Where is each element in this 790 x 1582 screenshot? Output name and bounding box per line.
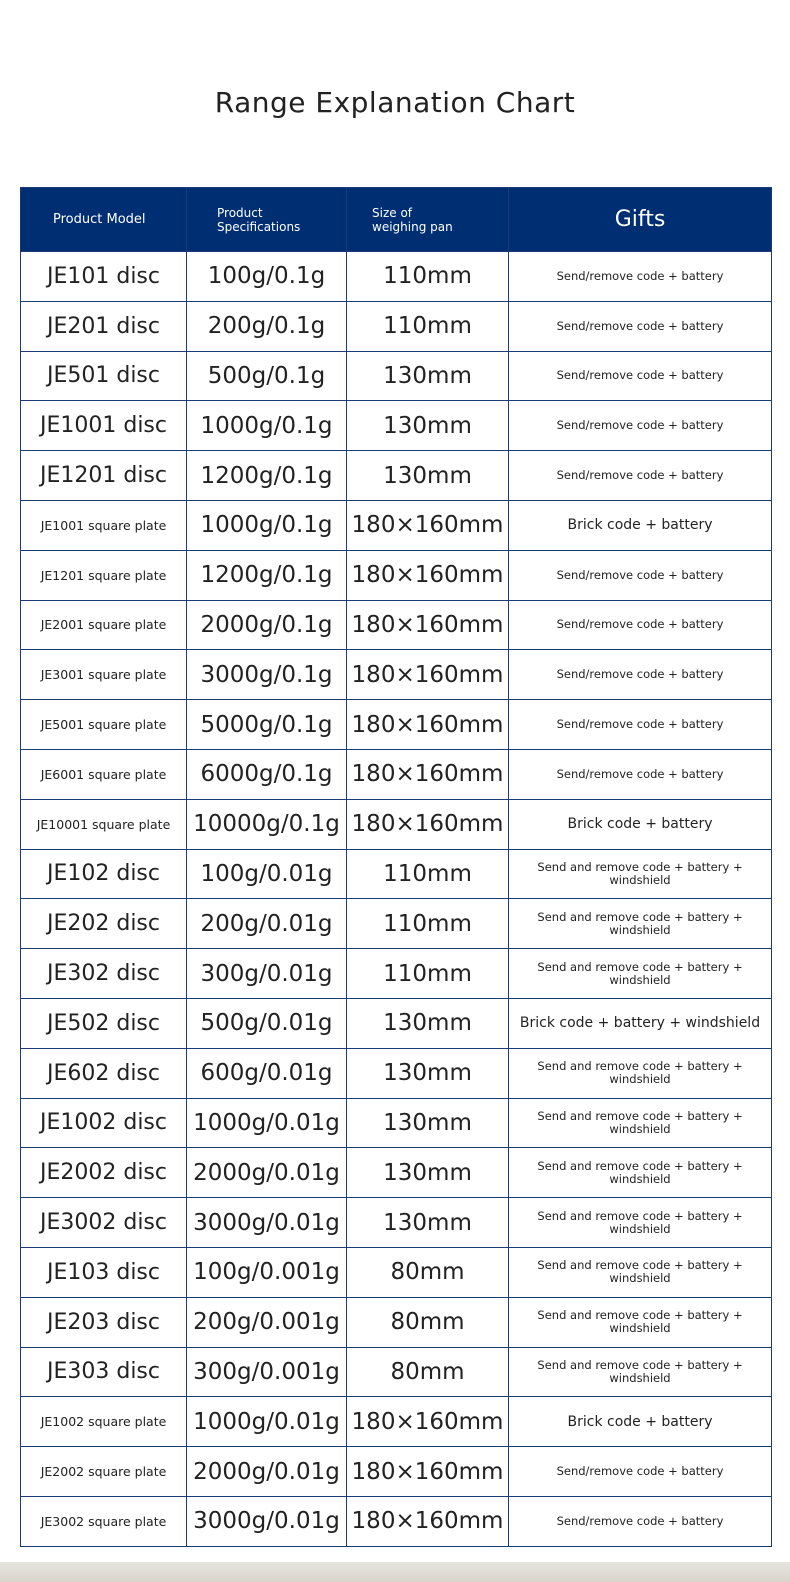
pan-size-cell: 180×160mm: [347, 550, 509, 600]
page-title: Range Explanation Chart: [214, 86, 576, 119]
pan-size-cell: 180×160mm: [347, 749, 509, 799]
gifts-cell: Send/remove code + battery: [509, 749, 772, 799]
header-size-line2: weighing pan: [372, 219, 453, 234]
gifts-cell: Send/remove code + battery: [509, 1496, 772, 1546]
product-model-cell: JE10001 square plate: [21, 799, 187, 849]
gifts-cell: Send and remove code + battery + windshield: [509, 1347, 772, 1397]
specification-cell: 1000g/0.01g: [187, 1098, 347, 1148]
product-model-cell: JE103 disc: [21, 1247, 187, 1297]
gifts-cell: Send/remove code + battery: [509, 700, 772, 750]
gifts-cell: Send/remove code + battery: [509, 351, 772, 401]
specification-cell: 3000g/0.01g: [187, 1496, 347, 1546]
gifts-cell: Send and remove code + battery + windshield: [509, 1198, 772, 1248]
specification-cell: 200g/0.01g: [187, 899, 347, 949]
header-size-line1: Size of: [372, 205, 413, 220]
pan-size-cell: 130mm: [347, 451, 509, 501]
product-model-cell: JE202 disc: [21, 899, 187, 949]
gifts-cell: Send and remove code + battery + windshield: [509, 899, 772, 949]
product-model-cell: JE3001 square plate: [21, 650, 187, 700]
pan-size-cell: 110mm: [347, 252, 509, 302]
pan-size-cell: 180×160mm: [347, 1496, 509, 1546]
table-row: [21, 1447, 772, 1497]
gifts-cell: Send and remove code + battery + windshield: [509, 1148, 772, 1198]
pan-size-cell: 80mm: [347, 1347, 509, 1397]
table-row: [21, 401, 772, 451]
specification-cell: 200g/0.1g: [187, 301, 347, 351]
gifts-cell: Send/remove code + battery: [509, 650, 772, 700]
header-spec-line2: Specifications: [217, 219, 301, 234]
specification-cell: 500g/0.1g: [187, 351, 347, 401]
specification-cell: 5000g/0.1g: [187, 700, 347, 750]
gifts-cell: Send/remove code + battery: [509, 451, 772, 501]
table-row: [21, 650, 772, 700]
specification-cell: 10000g/0.1g: [187, 799, 347, 849]
product-model-cell: JE102 disc: [21, 849, 187, 899]
header-spec-line1: Product: [217, 205, 263, 220]
header-gifts: Gifts: [509, 188, 772, 252]
product-model-cell: JE5001 square plate: [21, 700, 187, 750]
table-row: [21, 1297, 772, 1347]
pan-size-cell: 180×160mm: [347, 650, 509, 700]
table-row: [21, 749, 772, 799]
table-header-row: [21, 188, 772, 252]
table-row: [21, 949, 772, 999]
specification-cell: 100g/0.01g: [187, 849, 347, 899]
specification-cell: 6000g/0.1g: [187, 749, 347, 799]
table-body: [21, 252, 772, 1547]
table-row: [21, 500, 772, 550]
product-model-cell: JE1001 disc: [21, 401, 187, 451]
product-model-cell: JE302 disc: [21, 949, 187, 999]
gifts-cell: Send/remove code + battery: [509, 1447, 772, 1497]
pan-size-cell: 110mm: [347, 301, 509, 351]
specification-cell: 1200g/0.1g: [187, 451, 347, 501]
table-row: [21, 451, 772, 501]
table-row: [21, 1148, 772, 1198]
specification-cell: 100g/0.001g: [187, 1247, 347, 1297]
table-row: [21, 550, 772, 600]
table-row: [21, 351, 772, 401]
pan-size-cell: 180×160mm: [347, 1447, 509, 1497]
product-model-cell: JE2002 disc: [21, 1148, 187, 1198]
specification-cell: 500g/0.01g: [187, 998, 347, 1048]
gifts-cell: Send/remove code + battery: [509, 252, 772, 302]
header-pan-size: [347, 188, 509, 252]
specification-cell: 300g/0.01g: [187, 949, 347, 999]
gifts-cell: Send and remove code + battery + windshield: [509, 1048, 772, 1098]
gifts-cell: Send/remove code + battery: [509, 401, 772, 451]
pan-size-cell: 130mm: [347, 351, 509, 401]
range-table: [20, 187, 772, 1547]
product-model-cell: JE502 disc: [21, 998, 187, 1048]
product-model-cell: JE3002 square plate: [21, 1496, 187, 1546]
gifts-cell: Brick code + battery: [509, 500, 772, 550]
specification-cell: 2000g/0.1g: [187, 600, 347, 650]
table-row: [21, 700, 772, 750]
pan-size-cell: 110mm: [347, 949, 509, 999]
specification-cell: 200g/0.001g: [187, 1297, 347, 1347]
pan-size-cell: 110mm: [347, 849, 509, 899]
gifts-cell: Send and remove code + battery + windshield: [509, 949, 772, 999]
product-model-cell: JE3002 disc: [21, 1198, 187, 1248]
product-model-cell: JE1201 square plate: [21, 550, 187, 600]
table-row: [21, 849, 772, 899]
product-model-cell: JE2002 square plate: [21, 1447, 187, 1497]
pan-size-cell: 180×160mm: [347, 700, 509, 750]
gifts-cell: Send/remove code + battery: [509, 550, 772, 600]
specification-cell: 1000g/0.01g: [187, 1397, 347, 1447]
specification-cell: 3000g/0.1g: [187, 650, 347, 700]
table-row: [21, 1247, 772, 1297]
bottom-image-strip: [0, 1562, 790, 1582]
pan-size-cell: 180×160mm: [347, 1397, 509, 1447]
table-row: [21, 1048, 772, 1098]
gifts-cell: Brick code + battery: [509, 799, 772, 849]
gifts-cell: Send/remove code + battery: [509, 301, 772, 351]
specification-cell: 2000g/0.01g: [187, 1447, 347, 1497]
product-model-cell: JE1002 disc: [21, 1098, 187, 1148]
pan-size-cell: 80mm: [347, 1297, 509, 1347]
gifts-cell: Brick code + battery + windshield: [509, 998, 772, 1048]
specification-cell: 1000g/0.1g: [187, 401, 347, 451]
gifts-cell: Send and remove code + battery + windshield: [509, 849, 772, 899]
table-row: [21, 998, 772, 1048]
specification-cell: 3000g/0.01g: [187, 1198, 347, 1248]
specification-cell: 1000g/0.1g: [187, 500, 347, 550]
pan-size-cell: 180×160mm: [347, 600, 509, 650]
gifts-cell: Brick code + battery: [509, 1397, 772, 1447]
header-product-specifications: [187, 188, 347, 252]
table-row: [21, 1496, 772, 1546]
pan-size-cell: 130mm: [347, 1148, 509, 1198]
product-model-cell: JE303 disc: [21, 1347, 187, 1397]
gifts-cell: Send and remove code + battery + windshield: [509, 1247, 772, 1297]
specification-cell: 600g/0.01g: [187, 1048, 347, 1098]
table-row: [21, 1347, 772, 1397]
product-model-cell: JE203 disc: [21, 1297, 187, 1347]
product-model-cell: JE2001 square plate: [21, 600, 187, 650]
table-row: [21, 1397, 772, 1447]
pan-size-cell: 180×160mm: [347, 799, 509, 849]
pan-size-cell: 130mm: [347, 1198, 509, 1248]
table-row: [21, 899, 772, 949]
pan-size-cell: 180×160mm: [347, 500, 509, 550]
product-model-cell: JE1002 square plate: [21, 1397, 187, 1447]
product-model-cell: JE501 disc: [21, 351, 187, 401]
specification-cell: 2000g/0.01g: [187, 1148, 347, 1198]
pan-size-cell: 110mm: [347, 899, 509, 949]
header-product-model: Product Model: [21, 188, 187, 252]
gifts-cell: Send/remove code + battery: [509, 600, 772, 650]
product-model-cell: JE1201 disc: [21, 451, 187, 501]
product-model-cell: JE1001 square plate: [21, 500, 187, 550]
table-row: [21, 301, 772, 351]
table-row: [21, 600, 772, 650]
product-model-cell: JE201 disc: [21, 301, 187, 351]
pan-size-cell: 80mm: [347, 1247, 509, 1297]
product-model-cell: JE101 disc: [21, 252, 187, 302]
specification-cell: 300g/0.001g: [187, 1347, 347, 1397]
specification-cell: 100g/0.1g: [187, 252, 347, 302]
table-row: [21, 799, 772, 849]
pan-size-cell: 130mm: [347, 998, 509, 1048]
table-row: [21, 1098, 772, 1148]
product-model-cell: JE602 disc: [21, 1048, 187, 1098]
gifts-cell: Send and remove code + battery + windshield: [509, 1297, 772, 1347]
pan-size-cell: 130mm: [347, 1098, 509, 1148]
table-row: [21, 252, 772, 302]
pan-size-cell: 130mm: [347, 401, 509, 451]
specification-cell: 1200g/0.1g: [187, 550, 347, 600]
table-row: [21, 1198, 772, 1248]
gifts-cell: Send and remove code + battery + windshield: [509, 1098, 772, 1148]
product-model-cell: JE6001 square plate: [21, 749, 187, 799]
pan-size-cell: 130mm: [347, 1048, 509, 1098]
